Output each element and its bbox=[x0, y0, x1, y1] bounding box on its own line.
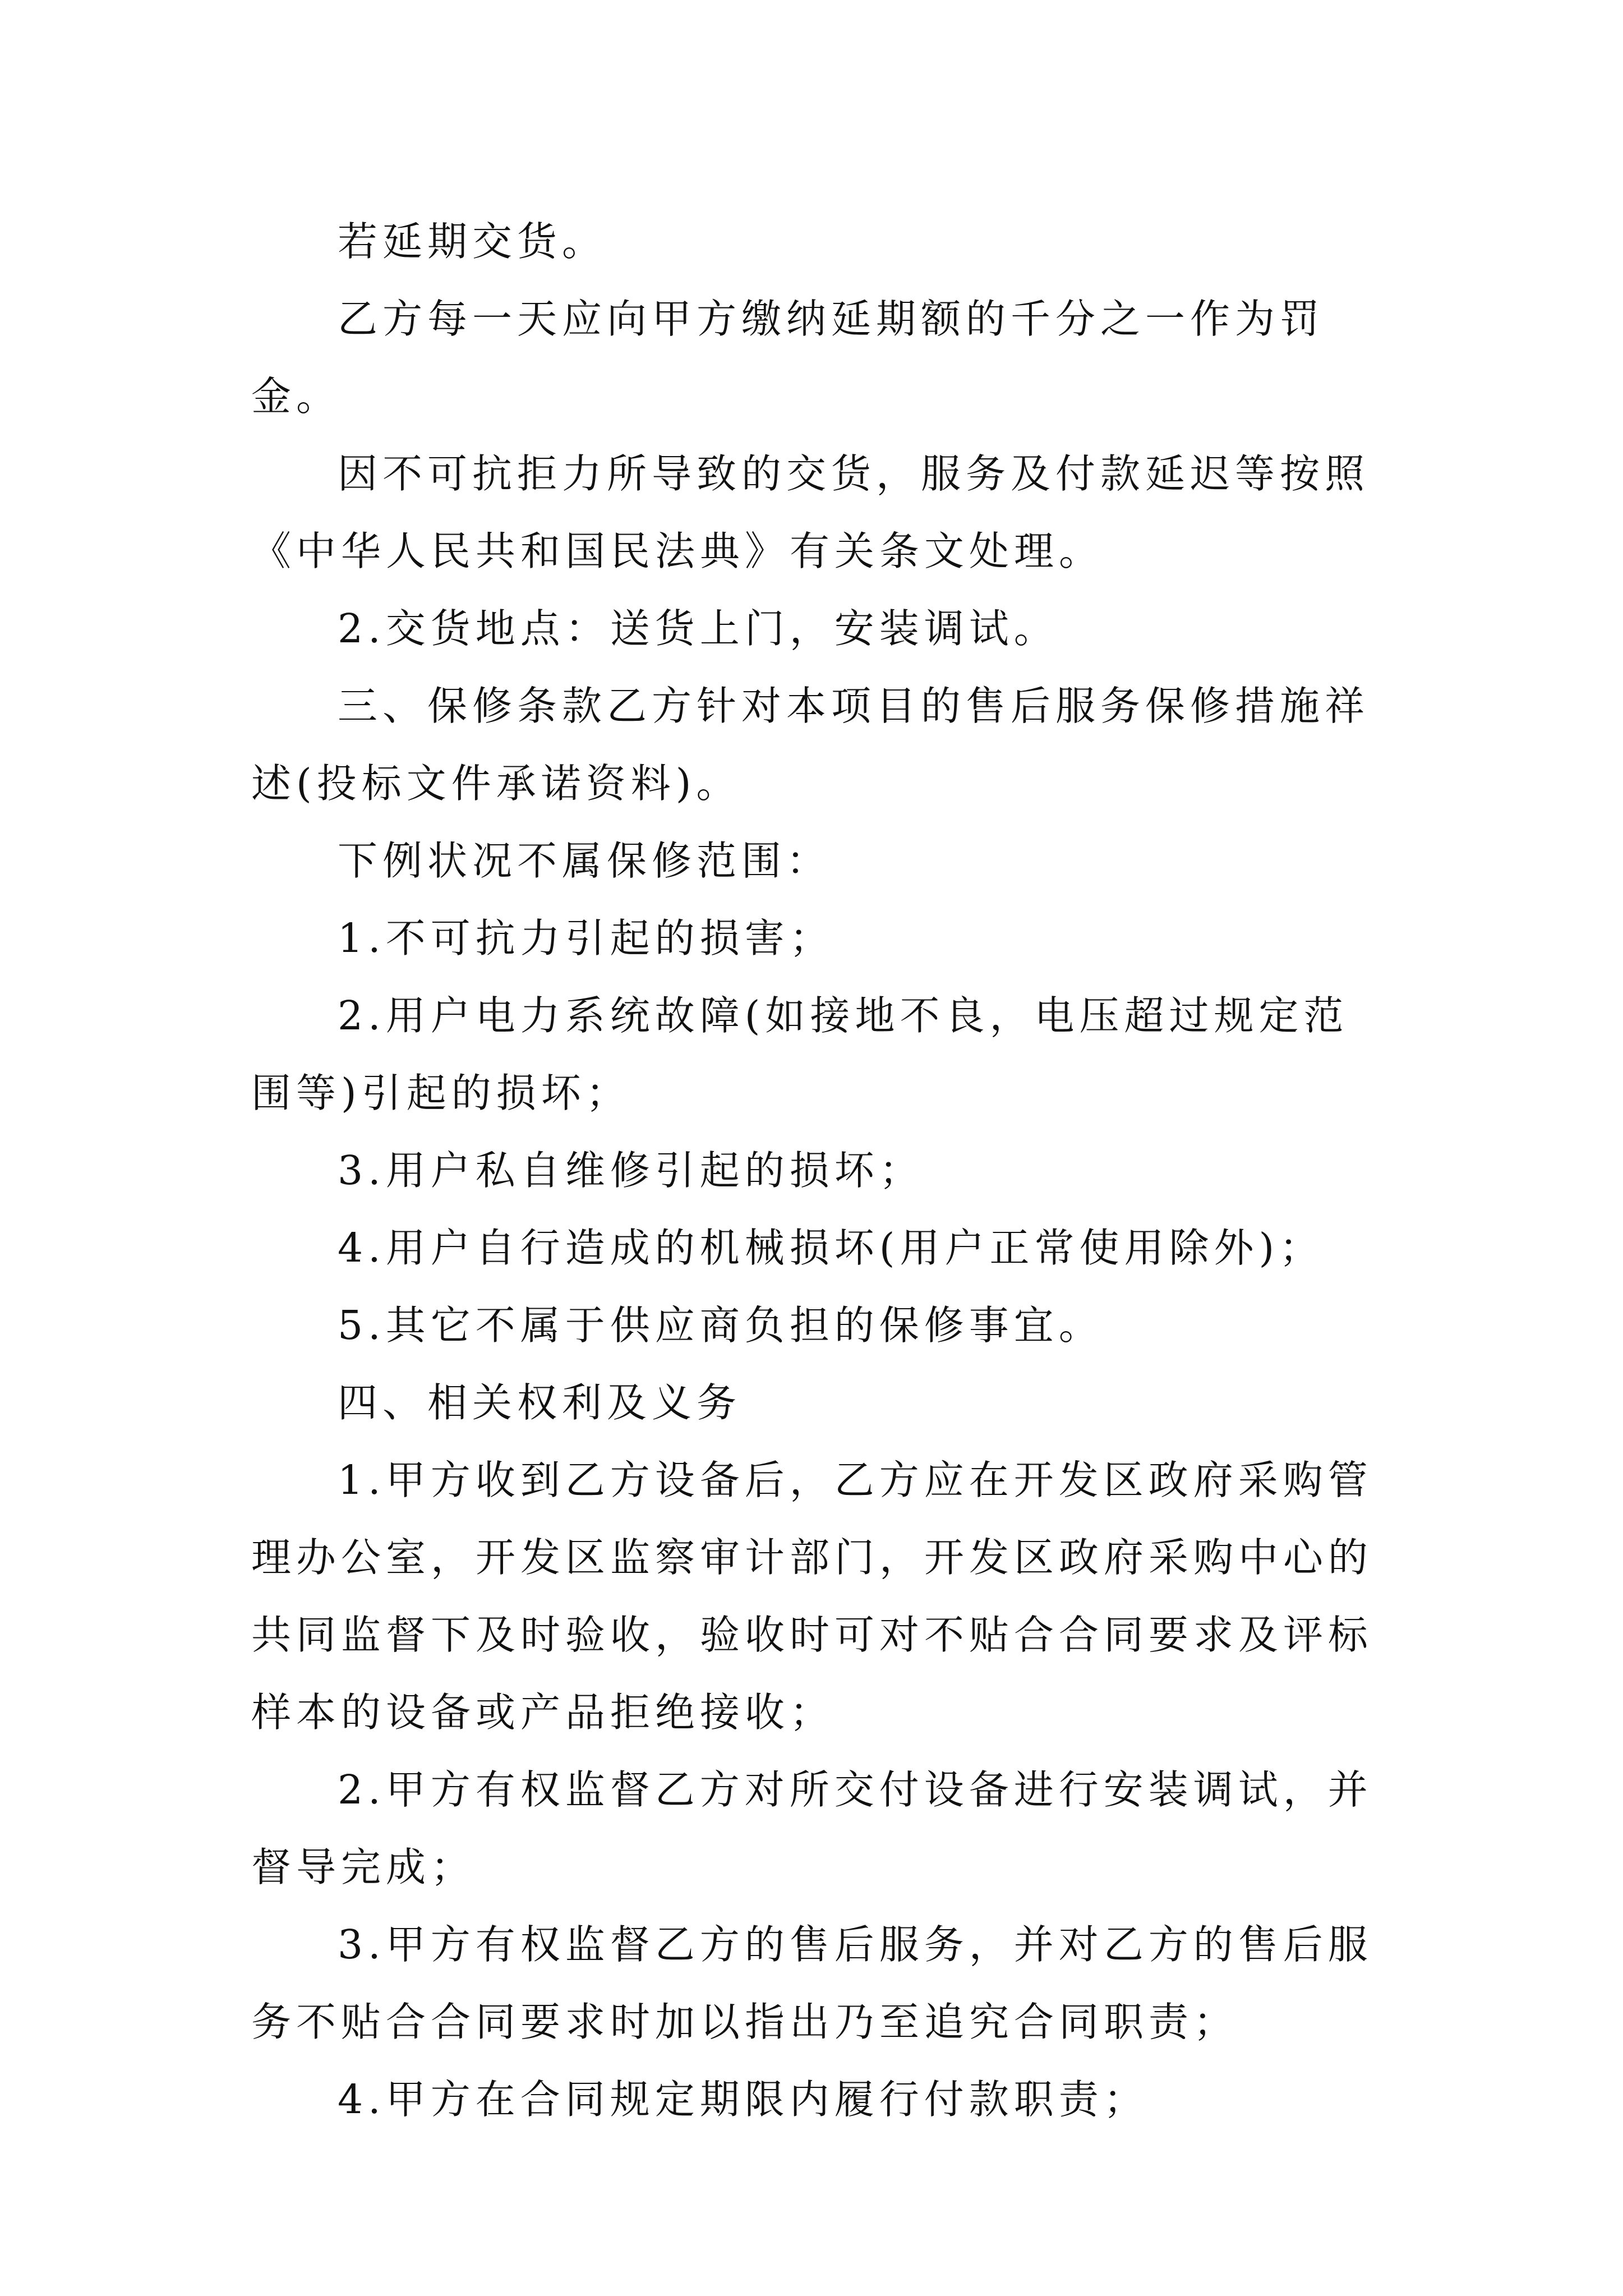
section-heading-rights-obligations: 四、相关权利及义务 bbox=[338, 1379, 742, 1426]
paragraph-delay-delivery: 若延期交货。 bbox=[338, 218, 607, 265]
paragraph-penalty: 乙方每一天应向甲方缴纳延期额的千分之一作为罚金。 bbox=[251, 296, 1325, 420]
paragraph-delivery-location: 2.交货地点：送货上门，安装调试。 bbox=[338, 605, 1059, 652]
list-item: 2.用户电力系统故障(如接地不良，电压超过规定范围等)引起的损坏； bbox=[251, 992, 1349, 1116]
paragraph-warranty-clause: 三、保修条款乙方针对本项目的售后服务保修措施祥述(投标文件承诺资料)。 bbox=[251, 683, 1370, 807]
list-item: 1.甲方收到乙方设备后，乙方应在开发区政府采购管理办公室，开发区监察审计部门，开发区政府采购中心的共同监督下及时验收，验收时可对不贴合合同要求及评标样本的设备或产品拒绝接收； bbox=[251, 1457, 1373, 1736]
list-item: 4.用户自行造成的机械损坏(用户正常使用除外)； bbox=[338, 1225, 1325, 1271]
list-item: 5.其它不属于供应商负担的保修事宜。 bbox=[338, 1302, 1104, 1349]
paragraph-warranty-exclusions-heading: 下例状况不属保修范围： bbox=[338, 838, 832, 884]
list-item: 2.甲方有权监督乙方对所交付设备进行安装调试，并督导完成； bbox=[251, 1766, 1373, 1890]
list-item: 4.甲方在合同规定期限内履行付款职责； bbox=[338, 2076, 1149, 2123]
document-body bbox=[251, 203, 1377, 2138]
list-item: 3.用户私自维修引起的损坏； bbox=[338, 1147, 924, 1194]
list-item: 3.甲方有权监督乙方的售后服务，并对乙方的售后服务不贴合合同要求时加以指出乃至追究合同职责； bbox=[251, 1921, 1373, 2045]
list-item: 1.不可抗力引起的损害； bbox=[338, 915, 834, 961]
paragraph-force-majeure: 因不可抗拒力所导致的交货，服务及付款延迟等按照《中华人民共和国民法典》有关条文处理。 bbox=[251, 450, 1370, 574]
